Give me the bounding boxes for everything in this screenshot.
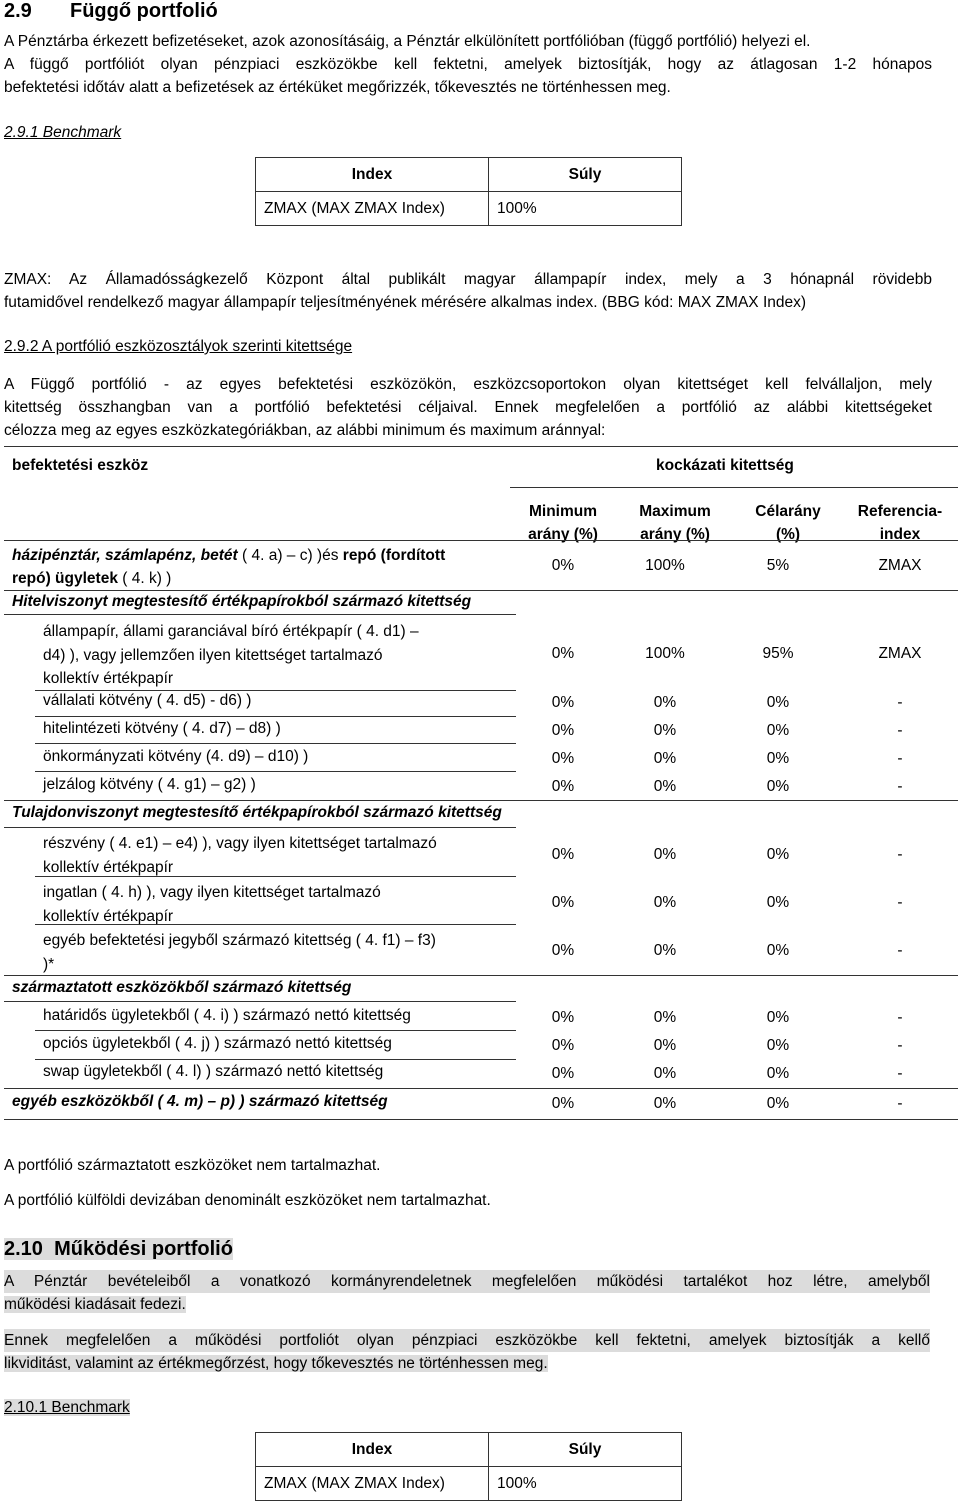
text-line: célozza meg az egyes eszközkategóriákban, az alábbi minimum és maximum aránnyal: <box>4 422 606 439</box>
row-border <box>4 800 958 801</box>
header-bottom-border <box>4 540 958 541</box>
header-line: Referencia- <box>857 503 943 520</box>
header-asset: befektetési eszköz <box>12 457 149 474</box>
section-title: Működési portfolió <box>54 1238 233 1260</box>
label-line: d4) ), vagy jellemzően ilyen kitettséget tartalmazó <box>43 646 383 664</box>
row-corp-label: vállalati kötvény ( 4. d5) - d6) ) <box>43 692 252 709</box>
cell-target: 0% <box>766 1095 790 1112</box>
header-risk: kockázati kitettség <box>656 457 794 474</box>
cell-ref: ZMAX <box>878 557 922 574</box>
header-line: Célarány <box>755 503 821 520</box>
section-title: Függő portfolió <box>70 0 218 22</box>
cell-ref: - <box>897 722 903 739</box>
section-2-10-heading <box>4 1238 233 1261</box>
header-divider <box>510 487 958 488</box>
cell-target: 0% <box>766 778 790 795</box>
cell-min: 0% <box>551 778 575 795</box>
row-border <box>4 614 516 615</box>
label-part: ( 4. k) ) <box>117 570 172 587</box>
row-share-label <box>43 832 437 879</box>
table-top-border <box>4 446 958 447</box>
row-border <box>35 876 516 877</box>
text-line <box>4 1352 930 1375</box>
text-line: A függő portfóliót olyan pénzpiaci eszközökbe kell fektetni, amelyek biztosítják, hogy az átlagosan 1-2 hónapos <box>4 56 932 73</box>
label-part: repó) ügyletek <box>12 570 118 587</box>
header-line: arány (%) <box>528 526 598 543</box>
label-part: ( 4. a) – c) )és <box>237 547 343 564</box>
label-line: kollektív értékpapír <box>43 670 174 687</box>
note-derivatives: A portfólió származtatott eszközöket nem tartalmazhat. <box>4 1157 381 1174</box>
category-equity: Tulajdonviszonyt megtestesítő értékpapírokból származó kitettség <box>12 804 502 821</box>
cell-ref: - <box>897 942 903 959</box>
cell-min: 0% <box>551 942 575 959</box>
header-line: Minimum <box>528 503 598 520</box>
label-line: állampapír, állami garanciával bíró értékpapír ( 4. d1) – <box>43 623 419 640</box>
row-opt-label: opciós ügyletekből ( 4. j) ) származó nettó kitettség <box>43 1035 392 1052</box>
benchmark-heading: 2.9.1 Benchmark <box>4 124 122 141</box>
row-border <box>35 771 516 772</box>
benchmark-table <box>255 157 682 226</box>
label-part: házipénztár, számlapénz, betét <box>12 547 238 564</box>
heading-text: 2.10.1 Benchmark <box>4 1399 130 1416</box>
section-2-10-p1 <box>4 1270 930 1316</box>
text-line: A Pénztár bevételeiből a vonatkozó kormányrendeletnek megfelelően működési tartalékot hoz létre, amelyből <box>4 1270 930 1293</box>
cell-max: 0% <box>653 750 677 767</box>
row-mort-label: jelzálog kötvény ( 4. g1) – g2) ) <box>43 776 256 793</box>
weight-value: 100% <box>489 192 682 226</box>
text-line: A Függő portfólió - az egyes befektetési eszközökön, eszközcsoportokon olyan kitettséget kell felvállaljon, mely <box>4 376 932 393</box>
row-cash-label <box>12 544 445 590</box>
cell-target: 0% <box>766 942 790 959</box>
label-line: )* <box>43 955 55 973</box>
row-fut-label: határidős ügyletekből ( 4. i) ) származó nettó kitettség <box>43 1007 411 1024</box>
cell-max: 0% <box>653 942 677 959</box>
cell-min: 0% <box>551 1065 575 1082</box>
cell-max: 0% <box>653 894 677 911</box>
section-number: 2.9 <box>4 0 32 22</box>
row-border <box>4 590 958 591</box>
row-border <box>35 1059 516 1060</box>
cell-target: 5% <box>766 557 790 574</box>
text-line <box>4 1293 930 1316</box>
cell-min: 0% <box>551 846 575 863</box>
cell-min: 0% <box>551 1037 575 1054</box>
row-other-label: egyéb eszközökből ( 4. m) – p) ) származó kitettség <box>12 1093 388 1110</box>
label-line: egyéb befektetési jegyből származó kitettség ( 4. f1) – f3) <box>43 932 436 949</box>
text-fragment: likviditást, valamint az értékmegőrzést, hogy tőkevesztés ne történhessen meg. <box>4 1355 548 1372</box>
cell-max: 0% <box>653 1037 677 1054</box>
header-line: arány (%) <box>640 526 710 543</box>
row-swap-label: swap ügyletekből ( 4. l) ) származó nettó kitettség <box>43 1063 384 1080</box>
row-border <box>35 690 516 691</box>
label-line: ingatlan ( 4. h) ), vagy ilyen kitettséget tartalmazó <box>43 884 381 901</box>
cell-target: 0% <box>766 750 790 767</box>
label-part: repó (fordított <box>342 547 446 564</box>
cell-max: 0% <box>653 1009 677 1026</box>
cell-min: 0% <box>551 694 575 711</box>
header-line: index <box>879 526 921 543</box>
section-2-9-intro <box>4 30 932 99</box>
cell-ref: - <box>897 1065 903 1082</box>
cell-max: 0% <box>653 694 677 711</box>
cell-ref: - <box>897 846 903 863</box>
label-line: részvény ( 4. e1) – e4) ), vagy ilyen kitettséget tartalmazó <box>43 835 437 852</box>
cell-min: 0% <box>551 894 575 911</box>
cell-target: 0% <box>766 1037 790 1054</box>
cell-target: 0% <box>766 846 790 863</box>
label-line: kollektív értékpapír <box>43 858 174 876</box>
table-bottom-border <box>4 1119 958 1120</box>
cell-min: 0% <box>551 722 575 739</box>
cell-min: 0% <box>551 1009 575 1026</box>
cell-min: 0% <box>551 645 575 662</box>
category-derivatives: származtatott eszközökből származó kitettség <box>12 979 352 996</box>
cell-ref: - <box>897 750 903 767</box>
benchmark-2-10-heading <box>4 1399 130 1417</box>
cell-max: 100% <box>645 645 685 662</box>
index-value: ZMAX (MAX ZMAX Index) <box>256 1467 489 1501</box>
row-border <box>35 716 516 717</box>
zmax-description <box>4 268 932 314</box>
exposure-intro <box>4 373 932 442</box>
cell-target: 0% <box>766 722 790 739</box>
text-line: Ennek megfelelően a működési portfoliót olyan pénzpiaci eszközökbe kell fektetni, amelyek biztosítják a kellő <box>4 1329 930 1352</box>
row-border <box>4 975 958 976</box>
row-border <box>35 743 516 744</box>
text-fragment: működési kiadásait fedezi. <box>4 1296 186 1313</box>
cell-min: 0% <box>551 557 575 574</box>
index-value: ZMAX (MAX ZMAX Index) <box>256 192 489 226</box>
cell-target: 0% <box>766 694 790 711</box>
row-border <box>35 1030 516 1031</box>
cell-ref: - <box>897 894 903 911</box>
text-line: futamidővel rendelkező magyar állampapír teljesítményének mérésére alkalmas index. (BBG kód: MAX ZMAX Index) <box>4 294 807 311</box>
cell-ref: - <box>897 694 903 711</box>
cell-target: 95% <box>762 645 794 662</box>
cell-max: 0% <box>653 846 677 863</box>
cell-min: 0% <box>551 1095 575 1112</box>
cell-max: 0% <box>653 1065 677 1082</box>
cell-ref: - <box>897 1037 903 1054</box>
row-border <box>4 1001 516 1002</box>
cell-ref: ZMAX <box>878 645 922 662</box>
section-number: 2.10 <box>4 1238 43 1260</box>
text-line: befektetési időtáv alatt a befizetések az értéküket megőrizzék, tőkevesztés ne történhessen meg. <box>4 79 671 96</box>
section-2-10-p2 <box>4 1329 930 1375</box>
text-line: ZMAX: Az Államadósságkezelő Központ által publikált magyar állampapír index, mely a 3 hónapnál rövidebb <box>4 271 932 288</box>
cell-max: 100% <box>645 557 685 574</box>
weight-value: 100% <box>489 1467 682 1501</box>
row-border <box>35 924 516 925</box>
row-muni-label: önkormányzati kötvény (4. d9) – d10) ) <box>43 748 309 765</box>
text-line: kitettség összhangban van a portfólió befektetési céljaival. Ennek megfelelően a portfólió az alábbi kitettségeket <box>4 399 932 416</box>
cell-min: 0% <box>551 750 575 767</box>
col-index-header: Index <box>256 1433 489 1467</box>
exposure-heading: 2.9.2 A portfólió eszközosztályok szerinti kitettsége <box>4 338 353 355</box>
cell-max: 0% <box>653 1095 677 1112</box>
cell-max: 0% <box>653 722 677 739</box>
row-real-label <box>43 881 381 928</box>
row-other-sec-label <box>43 929 436 976</box>
cell-max: 0% <box>653 778 677 795</box>
row-border <box>4 1088 958 1089</box>
cell-target: 0% <box>766 894 790 911</box>
header-line: Maximum <box>639 503 711 520</box>
section-2-9-heading <box>4 0 218 23</box>
cell-target: 0% <box>766 1009 790 1026</box>
col-index-header: Index <box>256 158 489 192</box>
note-foreign-currency: A portfólió külföldi devizában denominált eszközöket nem tartalmazhat. <box>4 1192 491 1209</box>
row-border <box>4 827 516 828</box>
row-gov-label <box>43 620 419 691</box>
col-weight-header: Súly <box>489 158 682 192</box>
row-bank-label: hitelintézeti kötvény ( 4. d7) – d8) ) <box>43 720 281 737</box>
category-debt: Hitelviszonyt megtestesítő értékpapírokból származó kitettség <box>12 593 472 610</box>
cell-ref: - <box>897 1095 903 1112</box>
cell-ref: - <box>897 778 903 795</box>
cell-ref: - <box>897 1009 903 1026</box>
text-line: A Pénztárba érkezett befizetéseket, azok azonosításáig, a Pénztár elkülönített portfólióban (függő portfólió) helyezi el. <box>4 33 811 50</box>
label-line: kollektív értékpapír <box>43 907 174 925</box>
header-line: (%) <box>775 526 801 543</box>
benchmark-2-10-table <box>255 1432 682 1501</box>
col-weight-header: Súly <box>489 1433 682 1467</box>
cell-target: 0% <box>766 1065 790 1082</box>
